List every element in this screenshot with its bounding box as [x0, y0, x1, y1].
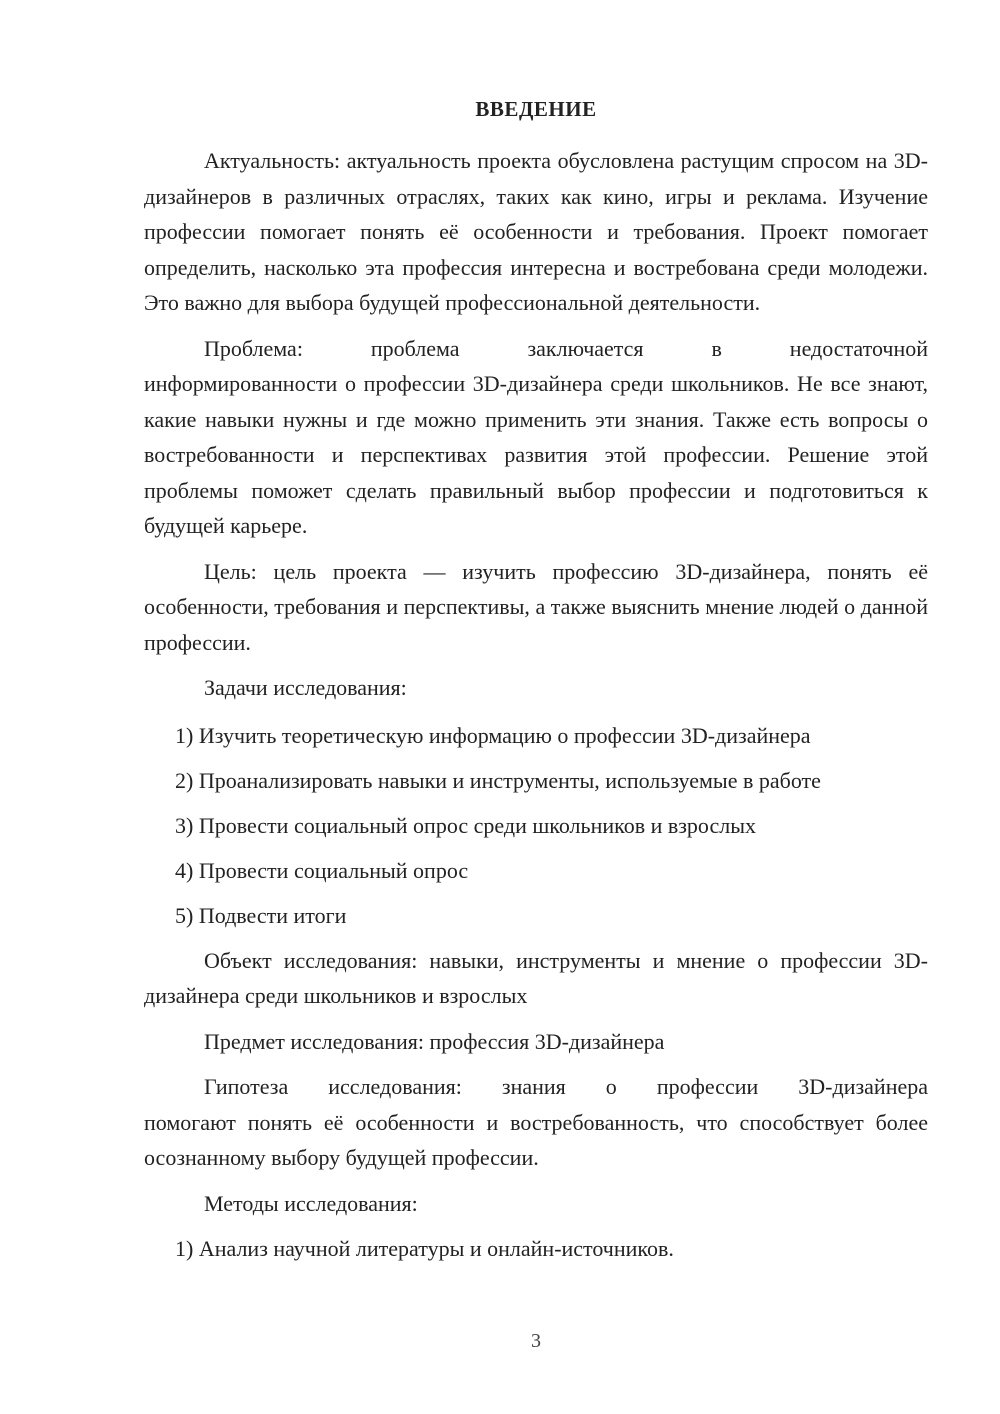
page-number: 3 — [531, 1330, 541, 1352]
page-title: ВВЕДЕНИЕ — [475, 97, 597, 121]
tasks-heading: Задачи исследования: — [204, 675, 407, 700]
hypothesis-paragraph: помогают понять её особенности и востребованность, что способствует более осознанному выбору будущей профессии. — [144, 1109, 928, 1170]
paragraph-gap — [144, 1059, 928, 1069]
task-item: 4) Провести социальный опрос — [175, 857, 469, 883]
hypothesis-paragraph-lead: Гипотеза исследования: знания о профессии 3D-дизайнера — [204, 1074, 928, 1099]
task-item: 2) Проанализировать навыки и инструменты, используемые в работе — [175, 767, 821, 793]
task-item: 1) Изучить теоретическую информацию о профессии 3D-дизайнера — [175, 722, 811, 748]
paragraph-gap — [144, 321, 928, 331]
relevance-paragraph: Актуальность: актуальность проекта обусловлена растущим спросом на 3D-дизайнеров в различных отраслях, таких как кино, игры и реклама. Изучение профессии помогает понять её особенности и требования. Проект помогает определить, насколько эта профессия интересна и востребована среди молодежи. Это важно для выбора будущей профессиональной деятельности. — [144, 148, 928, 315]
task-item: 5) Подвести итоги — [175, 902, 347, 928]
paragraph-gap — [144, 1014, 928, 1024]
subject-paragraph: Предмет исследования: профессия 3D-дизайнера — [204, 1028, 665, 1054]
goal-paragraph: Цель: цель проекта — изучить профессию 3D-дизайнера, понять её особенности, требования и перспективы, а также выяснить мнение людей о данной профессии. — [144, 558, 928, 655]
paragraph-gap — [144, 933, 928, 943]
methods-heading: Методы исследования: — [204, 1190, 418, 1216]
method-item: 1) Анализ научной литературы и онлайн-источников. — [175, 1236, 674, 1261]
problem-paragraph-lead: Проблема: проблема заключается в недостаточной — [204, 335, 928, 361]
paragraph-gap — [144, 798, 928, 808]
paragraph-gap — [144, 843, 928, 853]
object-paragraph: Объект исследования: навыки, инструменты и мнение о профессии 3D-дизайнера среди школьников и взрослых — [144, 947, 928, 1008]
paragraph-gap — [144, 544, 928, 554]
paragraph-gap — [144, 706, 928, 718]
task-item: 3) Провести социальный опрос среди школьников и взрослых — [175, 812, 757, 838]
paragraph-gap — [144, 888, 928, 898]
paragraph-gap — [144, 660, 928, 670]
paragraph-gap — [144, 1176, 928, 1186]
problem-paragraph: информированности о профессии 3D-дизайнера среди школьников. Не все знают, какие навыки нужны и где можно применить эти знания. Также есть вопросы о востребованности и перспективах развития этой профессии. Решение этой проблемы поможет сделать правильный выбор профессии и подготовиться к будущей карьере. — [144, 371, 928, 538]
paragraph-gap — [144, 1221, 928, 1231]
paragraph-gap — [144, 753, 928, 763]
document-page — [144, 92, 928, 1266]
